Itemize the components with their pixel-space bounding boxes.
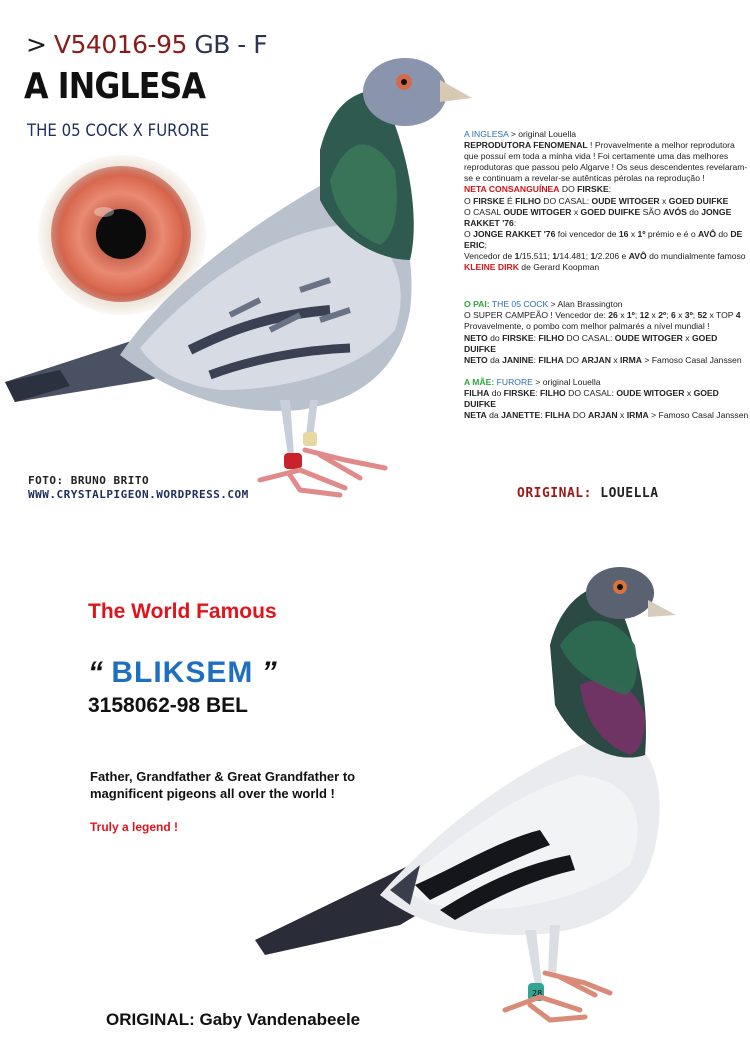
description-run: NETA bbox=[464, 410, 487, 421]
description-paragraph-bird bbox=[464, 129, 750, 273]
description-run: DO bbox=[570, 410, 589, 421]
pedigree-subtitle: THE 05 COCK X FURORE bbox=[27, 121, 210, 141]
description-run: Provavelmente, o pombo com melhor palmarés a nível mundial ! bbox=[464, 321, 710, 332]
description-run: x bbox=[675, 310, 685, 321]
description-run: 1 bbox=[514, 251, 520, 262]
description-run: da bbox=[487, 354, 503, 365]
description-run: > Famoso Casal Janssen bbox=[642, 354, 742, 365]
description-run: O PAI: bbox=[464, 299, 490, 310]
description-run: 1º bbox=[637, 228, 646, 239]
description-run: > original Louella bbox=[532, 376, 601, 387]
description-run: Vencedor de bbox=[464, 251, 515, 262]
description-run: > Alan Brassington bbox=[548, 299, 623, 310]
description-run: THE 05 COCK bbox=[489, 299, 549, 310]
ring-arrow: > bbox=[26, 30, 47, 59]
description-run: FIRSKE bbox=[502, 332, 534, 343]
description-run: FILHO bbox=[538, 332, 565, 343]
description-run: 52 bbox=[697, 310, 708, 321]
description-paragraph-mother bbox=[464, 377, 750, 421]
ring-country: GB - F bbox=[186, 30, 268, 59]
description-run: 1 bbox=[552, 251, 558, 262]
description-run: REPRODUTORA FENOMENAL bbox=[464, 140, 588, 151]
description-run: DO bbox=[559, 184, 578, 195]
description-run: FILHA bbox=[538, 354, 564, 365]
description-run: AVÔ bbox=[628, 251, 647, 262]
description-run: x bbox=[610, 354, 621, 365]
description-run: 6 bbox=[670, 310, 676, 321]
description-run: OUDE WITOGER bbox=[616, 387, 685, 398]
photo-credit-label: FOTO: BRUNO BRITO bbox=[28, 474, 150, 487]
description-run: ; bbox=[692, 310, 698, 321]
description-run: x bbox=[617, 310, 627, 321]
description-run: foi vencedor de bbox=[555, 228, 619, 239]
description-run: : bbox=[608, 184, 612, 195]
pedigree-description bbox=[464, 129, 750, 421]
description-run: /14.481; bbox=[557, 251, 591, 262]
description-run: JANETTE bbox=[501, 410, 541, 421]
bliksem-name: BLIKSEM bbox=[111, 656, 254, 689]
description-run: do bbox=[716, 228, 731, 239]
description-run: x bbox=[684, 387, 694, 398]
ring-year: -95 bbox=[147, 30, 187, 59]
bliksem-name-line bbox=[88, 656, 277, 690]
description-run: NETO bbox=[464, 354, 488, 365]
description-run: O bbox=[464, 228, 474, 239]
description-run: 1 bbox=[590, 251, 596, 262]
description-run: KLEINE DIRK bbox=[464, 262, 519, 273]
description-run: x bbox=[659, 195, 669, 206]
original-breeder-bottom: ORIGINAL: Gaby Vandenabeele bbox=[106, 1010, 361, 1029]
description-run: : bbox=[535, 387, 540, 398]
description-run: AVÔ bbox=[698, 228, 716, 239]
description-run: IRMA bbox=[626, 410, 649, 421]
original-value: LOUELLA bbox=[600, 486, 659, 501]
leg-band-number: 28 bbox=[532, 989, 543, 998]
description-run: FIRSKE bbox=[473, 195, 505, 206]
description-run: x TOP bbox=[707, 310, 736, 321]
original-breeder-top bbox=[517, 486, 659, 501]
photo-credit bbox=[28, 474, 249, 502]
description-run: /2.206 e bbox=[595, 251, 629, 262]
description-run: do bbox=[686, 206, 702, 217]
description-run: O SUPER CAMPEÃO ! Vencedor de: bbox=[464, 310, 609, 321]
bliksem-tagline: Father, Grandfather & Great Grandfather to magnificent pigeons all over the world ! bbox=[90, 769, 356, 801]
description-run: O bbox=[464, 195, 474, 206]
description-run: x bbox=[617, 410, 627, 421]
description-run: DO CASAL: bbox=[565, 387, 617, 398]
description-paragraph-father bbox=[464, 299, 750, 366]
description-run: /15.511; bbox=[519, 251, 553, 262]
description-run: > original Louella bbox=[508, 129, 577, 139]
page-title: A INGLESA bbox=[24, 66, 206, 107]
description-run: IRMA bbox=[620, 354, 643, 365]
quote-close: ” bbox=[261, 656, 277, 689]
description-run: 1º bbox=[626, 310, 635, 321]
description-run: FILHO bbox=[515, 195, 541, 206]
description-run: FIRSKE bbox=[503, 387, 536, 398]
description-run: ; bbox=[634, 310, 640, 321]
description-run: SÃO bbox=[640, 206, 664, 217]
description-run: de Gerard Koopman bbox=[518, 262, 600, 273]
description-run: 26 bbox=[608, 310, 618, 321]
description-run: 4 bbox=[735, 310, 741, 321]
quote-open: “ bbox=[88, 656, 103, 689]
description-run: > Famoso Casal Janssen bbox=[648, 410, 749, 421]
description-run: É bbox=[504, 195, 516, 206]
description-run: do bbox=[487, 332, 503, 343]
description-run: 12 bbox=[639, 310, 650, 321]
pigeon-photo-bliksem bbox=[250, 565, 690, 1035]
photo-credit-website-link[interactable]: WWW.CRYSTALPIGEON.WORDPRESS.COM bbox=[28, 488, 249, 501]
description-run: x bbox=[628, 228, 638, 239]
description-run: DO CASAL: bbox=[564, 332, 615, 343]
description-run: ARJAN bbox=[581, 354, 611, 365]
description-run: x bbox=[649, 310, 659, 321]
description-run: : bbox=[513, 217, 517, 228]
pigeon-photo-a-inglesa bbox=[0, 30, 480, 505]
description-run: do bbox=[489, 387, 504, 398]
description-run: ! Provavelmente a melhor reprodutora que possuí em toda a minha vida ! Foi certamente uma das melhores reprodutoras que passou pelo Algarve ! Os seus descendentes revelaram-se e continuam a revelar-se autênticas pérolas na reprodução ! bbox=[464, 140, 748, 184]
description-run: NETA CONSANGUÍNEA bbox=[464, 184, 560, 195]
description-run: DO CASAL: bbox=[540, 195, 592, 206]
description-run: A MÃE: bbox=[464, 376, 495, 387]
description-run: FURORE bbox=[494, 376, 533, 387]
original-label: ORIGINAL: bbox=[517, 486, 592, 501]
description-run: GOED DUIFKE bbox=[464, 332, 718, 354]
description-run: O CASAL bbox=[464, 206, 504, 217]
description-run: GOED DUIFKE bbox=[580, 206, 641, 217]
description-run: 2º bbox=[658, 310, 667, 321]
description-run: : bbox=[533, 332, 539, 343]
description-run: da bbox=[486, 410, 502, 421]
description-run: DO bbox=[563, 354, 582, 365]
description-run: OUDE WITOGER bbox=[503, 206, 572, 217]
description-run: do mundialmente famoso bbox=[646, 251, 746, 262]
description-run: DE ERIC bbox=[464, 228, 743, 250]
description-run: : bbox=[533, 354, 539, 365]
description-run: FIRSKE bbox=[577, 184, 609, 195]
description-run: JONGE RAKKET '76 bbox=[473, 228, 556, 239]
description-run: : bbox=[540, 410, 546, 421]
bliksem-legend-text: Truly a legend ! bbox=[90, 820, 179, 834]
description-run: ; bbox=[484, 239, 487, 250]
description-run: FILHO bbox=[539, 387, 566, 398]
description-run: A INGLESA bbox=[464, 129, 509, 139]
description-run: NETO bbox=[464, 332, 488, 343]
description-run: AVÓS bbox=[663, 206, 687, 217]
description-run: ; bbox=[666, 310, 671, 321]
description-run: x bbox=[571, 206, 581, 217]
ring-code: V54016 bbox=[53, 30, 148, 59]
description-run: OUDE WITOGER bbox=[614, 332, 683, 343]
description-run: x bbox=[682, 332, 692, 343]
description-run: 3º bbox=[684, 310, 693, 321]
description-run: OUDE WITOGER bbox=[591, 195, 660, 206]
description-run: 16 bbox=[618, 228, 629, 239]
description-run: JANINE bbox=[502, 354, 534, 365]
description-run: FILHA bbox=[545, 410, 571, 421]
description-run: prémio e é o bbox=[645, 228, 699, 239]
description-run: JONGE RAKKET '76 bbox=[464, 206, 732, 228]
bliksem-heading: The World Famous bbox=[88, 600, 277, 623]
description-run: GOED DUIFKE bbox=[464, 387, 719, 409]
description-run: FILHA bbox=[464, 387, 490, 398]
description-run: ARJAN bbox=[588, 410, 618, 421]
bliksem-ring-number: 3158062-98 BEL bbox=[88, 694, 248, 717]
description-run: GOED DUIFKE bbox=[668, 195, 729, 206]
